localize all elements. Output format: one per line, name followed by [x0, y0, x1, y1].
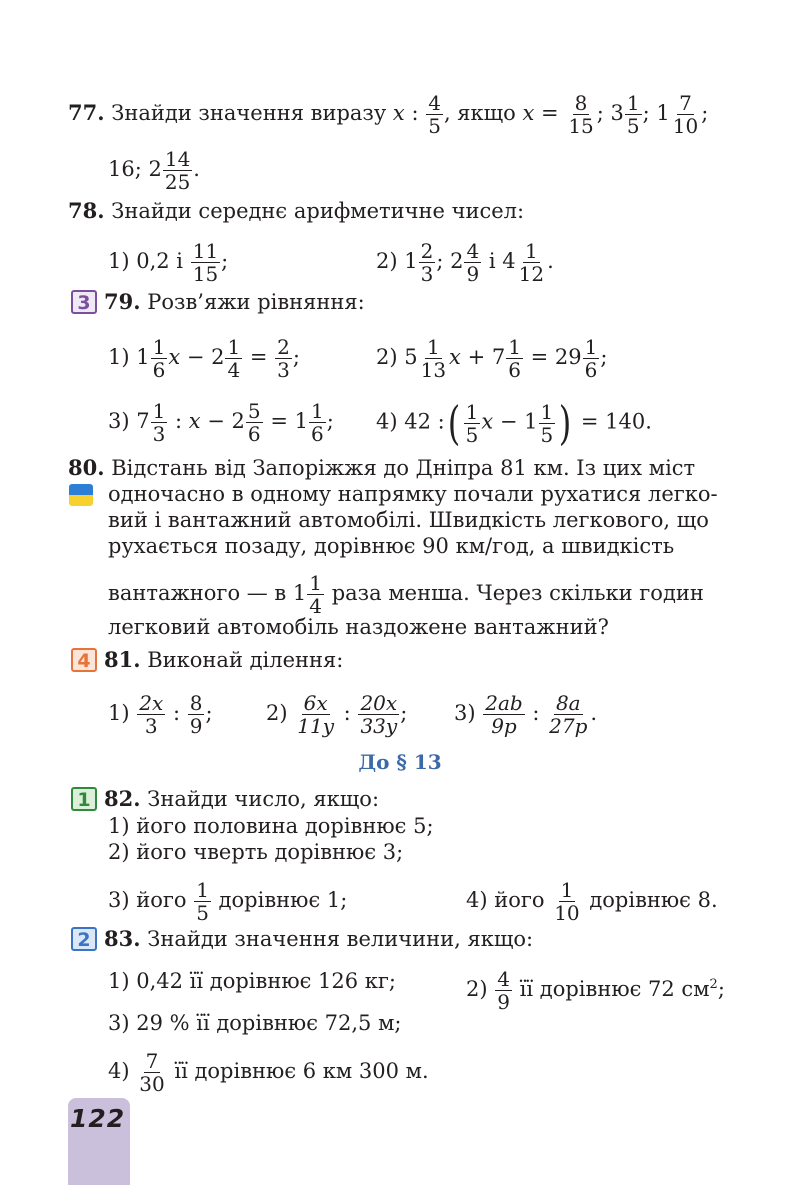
- fraction: $\frac{4}{5}$: [428, 91, 441, 138]
- operator: :: [404, 101, 426, 125]
- problem-number: 80.: [68, 455, 105, 480]
- problem-number: 77.: [68, 100, 105, 125]
- problem-80-line-1: [68, 455, 695, 481]
- problem-number: 78.: [68, 198, 105, 223]
- problem-79-title: [104, 289, 365, 315]
- ukraine-flag-icon: [69, 484, 93, 506]
- level-2-badge: 2: [71, 927, 97, 951]
- problem-77-line-2: 16; 2 $\frac{14}{25}$ .: [108, 147, 200, 194]
- problem-text: Знайди середнє арифметичне чисел:: [111, 199, 525, 223]
- problem-81-item-3: 3) $\frac{2ab}{9p}$ : $\frac{8a}{27p}$ .: [454, 691, 598, 738]
- section-title: До § 13: [358, 750, 442, 774]
- equation-4: 4) 42 :( $\frac{1}{5}$ x − 1 $\frac{1}{5}$ ) = 140.: [376, 396, 652, 450]
- level-1-badge: 1: [71, 787, 97, 811]
- variable: x: [522, 101, 535, 125]
- variable: x: [392, 101, 405, 125]
- problem-80-line-5: вантажного — в 1 $\frac{1}{4}$ раза менша. Через скільки годин: [108, 571, 704, 618]
- problem-82-item-1: 1) його половина дорівнює 5;: [108, 814, 434, 838]
- problem-text: Знайди значення виразу: [111, 101, 387, 125]
- problem-77-line-1: 77. Знайди значення виразу x : $\frac{4}{5}$ , якщо x = $\frac{8}{15}$ ; 3 $\frac{1}{5}$ ; 1 $\frac{7}{10}$ ;: [68, 91, 709, 138]
- fraction: $\frac{8}{15}$: [568, 91, 594, 138]
- equation-3: 3) 7 $\frac{1}{3}$ : x − 2 $\frac{5}{6}$ = 1 $\frac{1}{6}$ ;: [108, 399, 334, 446]
- problem-78-item-2: 2) 1 $\frac{2}{3}$ ; 2 $\frac{4}{9}$ і 4 $\frac{1}{12}$ .: [376, 239, 554, 286]
- problem-80-line-6: легковий автомобіль наздожене вантажний?: [108, 615, 609, 639]
- problem-text: Знайди значення величини, якщо:: [147, 927, 534, 951]
- problem-number: 82.: [104, 786, 141, 811]
- problem-83-item-3: 3) 29 % її дорівнює 72,5 м;: [108, 1011, 402, 1035]
- problem-text: Розв’яжи рівняння:: [147, 290, 365, 314]
- problem-number: 81.: [104, 647, 141, 672]
- equation-2: 2) 5 $\frac{1}{13}$ x + 7 $\frac{1}{6}$ = 29 $\frac{1}{6}$ ;: [376, 335, 608, 382]
- fraction: $\frac{7}{10}$: [672, 91, 699, 138]
- problem-text: Відстань від Запоріжжя до Дніпра 81 км. Із цих міст: [111, 456, 696, 480]
- equation-1: 1) 1 $\frac{1}{6}$ x − 2 $\frac{1}{4}$ = $\frac{2}{3}$ ;: [108, 335, 300, 382]
- fraction: $\frac{2}{3}$: [420, 239, 434, 286]
- problem-number: 79.: [104, 289, 141, 314]
- problem-text: Знайди число, якщо:: [147, 787, 380, 811]
- problem-number: 83.: [104, 926, 141, 951]
- problem-83-item-1: 1) 0,42 її дорівнює 126 кг;: [108, 969, 397, 993]
- problem-text: Виконай ділення:: [147, 648, 344, 672]
- problem-81-item-1: 1) $\frac{2x}{3}$ : $\frac{8}{9}$ ;: [108, 691, 213, 738]
- problem-78-item-1: 1) 0,2 і $\frac{11}{15}$ ;: [108, 239, 229, 286]
- problem-82-item-2: 2) його чверть дорівнює 3;: [108, 840, 404, 864]
- problem-81-title: [104, 647, 343, 673]
- problem-81-item-2: 2) $\frac{6x}{11y}$ : $\frac{20x}{33y}$ ;: [266, 691, 408, 738]
- fraction: $\frac{11}{15}$: [192, 239, 219, 286]
- text: , якщо: [443, 101, 516, 125]
- problem-83-item-4: 4) $\frac{7}{30}$ її дорівнює 6 км 300 м.: [108, 1049, 429, 1096]
- problem-83-title: [104, 926, 533, 952]
- level-3-badge: 3: [71, 290, 97, 314]
- problem-78-title: [68, 198, 524, 224]
- problem-82-item-4: 4) його $\frac{1}{10}$ дорівнює 8.: [466, 878, 718, 925]
- page-number: 122: [70, 1104, 126, 1133]
- problem-80-line-3: вий і вантажний автомобілі. Швидкість легкового, що: [108, 508, 709, 532]
- fraction: $\frac{4}{9}$: [466, 239, 480, 286]
- fraction: $\frac{14}{25}$: [164, 147, 191, 194]
- fraction: $\frac{1}{12}$: [518, 239, 545, 286]
- problem-83-item-2: 2) $\frac{4}{9}$ її дорівнює 72 $см^2$;: [466, 967, 725, 1014]
- fraction: $\frac{1}{5}$: [626, 91, 640, 138]
- problem-82-title: [104, 786, 379, 812]
- problem-82-item-3: 3) його $\frac{1}{5}$ дорівнює 1;: [108, 878, 348, 925]
- problem-80-line-2: одночасно в одному напрямку почали рухатися легко-: [108, 482, 718, 506]
- operator: =: [534, 101, 566, 125]
- problem-80-line-4: рухається позаду, дорівнює 90 км/год, а швидкість: [108, 534, 675, 558]
- level-4-badge: 4: [71, 648, 97, 672]
